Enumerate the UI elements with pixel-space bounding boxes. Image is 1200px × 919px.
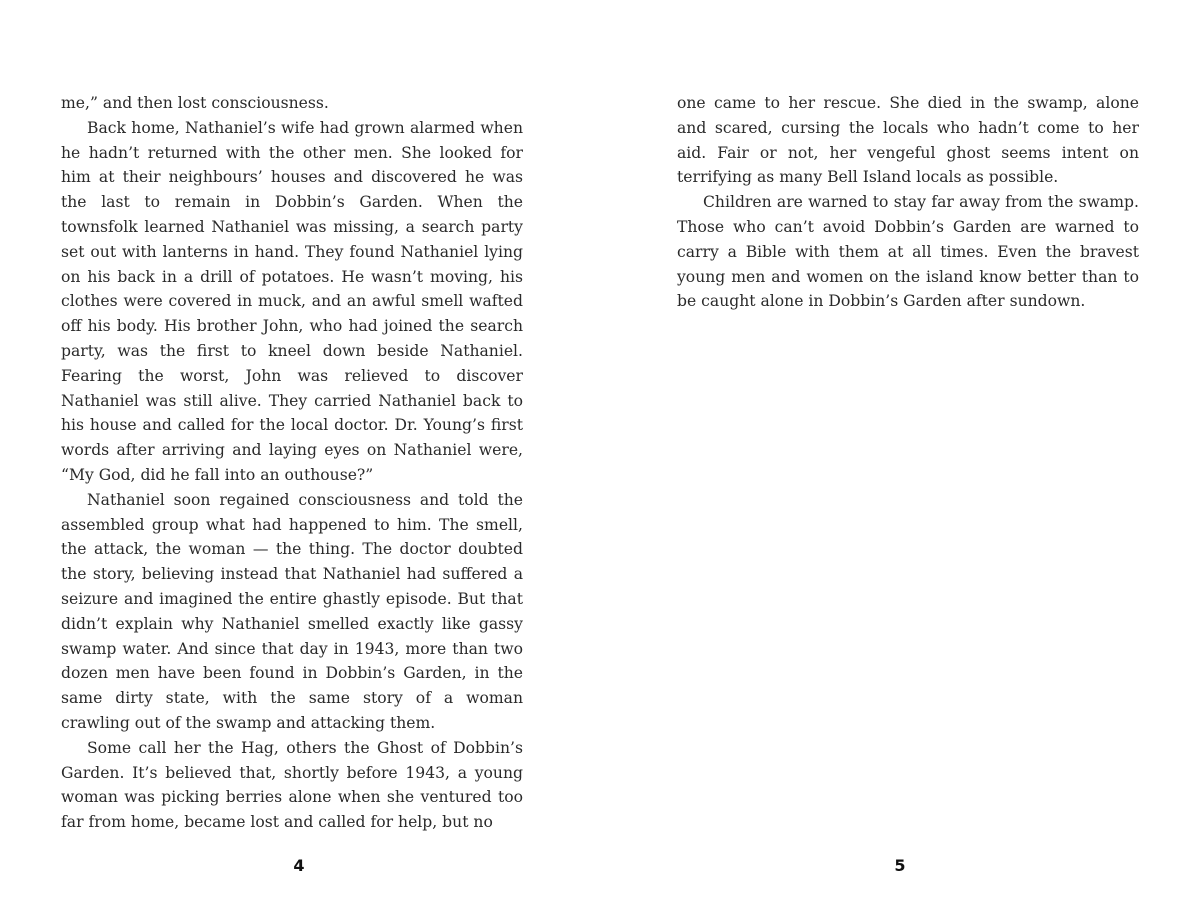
paragraph: one came to her rescue. She died in the swamp, alone and scared, cursing the locals who hadn’t come to her aid. Fair or not, her vengeful ghost seems intent on terrifying as many Bell Island locals as possible. — [677, 94, 1139, 187]
paragraph: Nathaniel soon regained consciousness and told the assembled group what had happened to him. The smell, the attack, the woman — the thing. The doctor doubted the story, believing instead that Nathaniel had suffered a seizure and imagined the entire ghastly episode. But that didn’t explain why Nathaniel smelled exactly like gassy swamp water. And since that day in 1943, more than two dozen men have been found in Dobbin’s Garden, in the same dirty state, with the same story of a woman crawling out of the swamp and attacking them. — [61, 490, 523, 732]
page-number: 4 — [293, 856, 305, 875]
paragraph: Children are warned to stay far away from the swamp. Those who can’t avoid Dobbin’s Garden are warned to carry a Bible with them at all times. Even the bravest young men and women on the island know better than to be caught alone in Dobbin’s Garden after sundown. — [677, 193, 1139, 311]
paragraph: Back home, Nathaniel’s wife had grown alarmed when he hadn’t returned with the other men. She looked for him at their neighbours’ houses and discovered he was the last to remain in Dobbin’s Garden. When the townsfolk learned Nathaniel was missing, a search party set out with lanterns in hand. They found Nathaniel lying on his back in a drill of potatoes. He wasn’t moving, his clothes were covered in muck, and an awful smell wafted off his body. His brother John, who had joined the search party, was the first to kneel down beside Nathaniel. Fearing the worst, John was relieved to discover Nathaniel was still alive. They carried Nathaniel back to his house and called for the local doctor. Dr. Young’s first words after arriving and laying eyes on Nathaniel were, “My God, did he fall into an outhouse?” — [61, 118, 523, 484]
left-page-text — [61, 91, 523, 835]
page-number: 5 — [894, 856, 906, 875]
right-page-text — [677, 91, 1139, 314]
paragraph: Some call her the Hag, others the Ghost of Dobbin’s Garden. It’s believed that, shortly before 1943, a young woman was picking berries alone when she ventured too far from home, became lost and called for help, but no — [61, 738, 523, 832]
right-page — [600, 0, 1200, 919]
paragraph: me,” and then lost consciousness. — [61, 94, 329, 112]
